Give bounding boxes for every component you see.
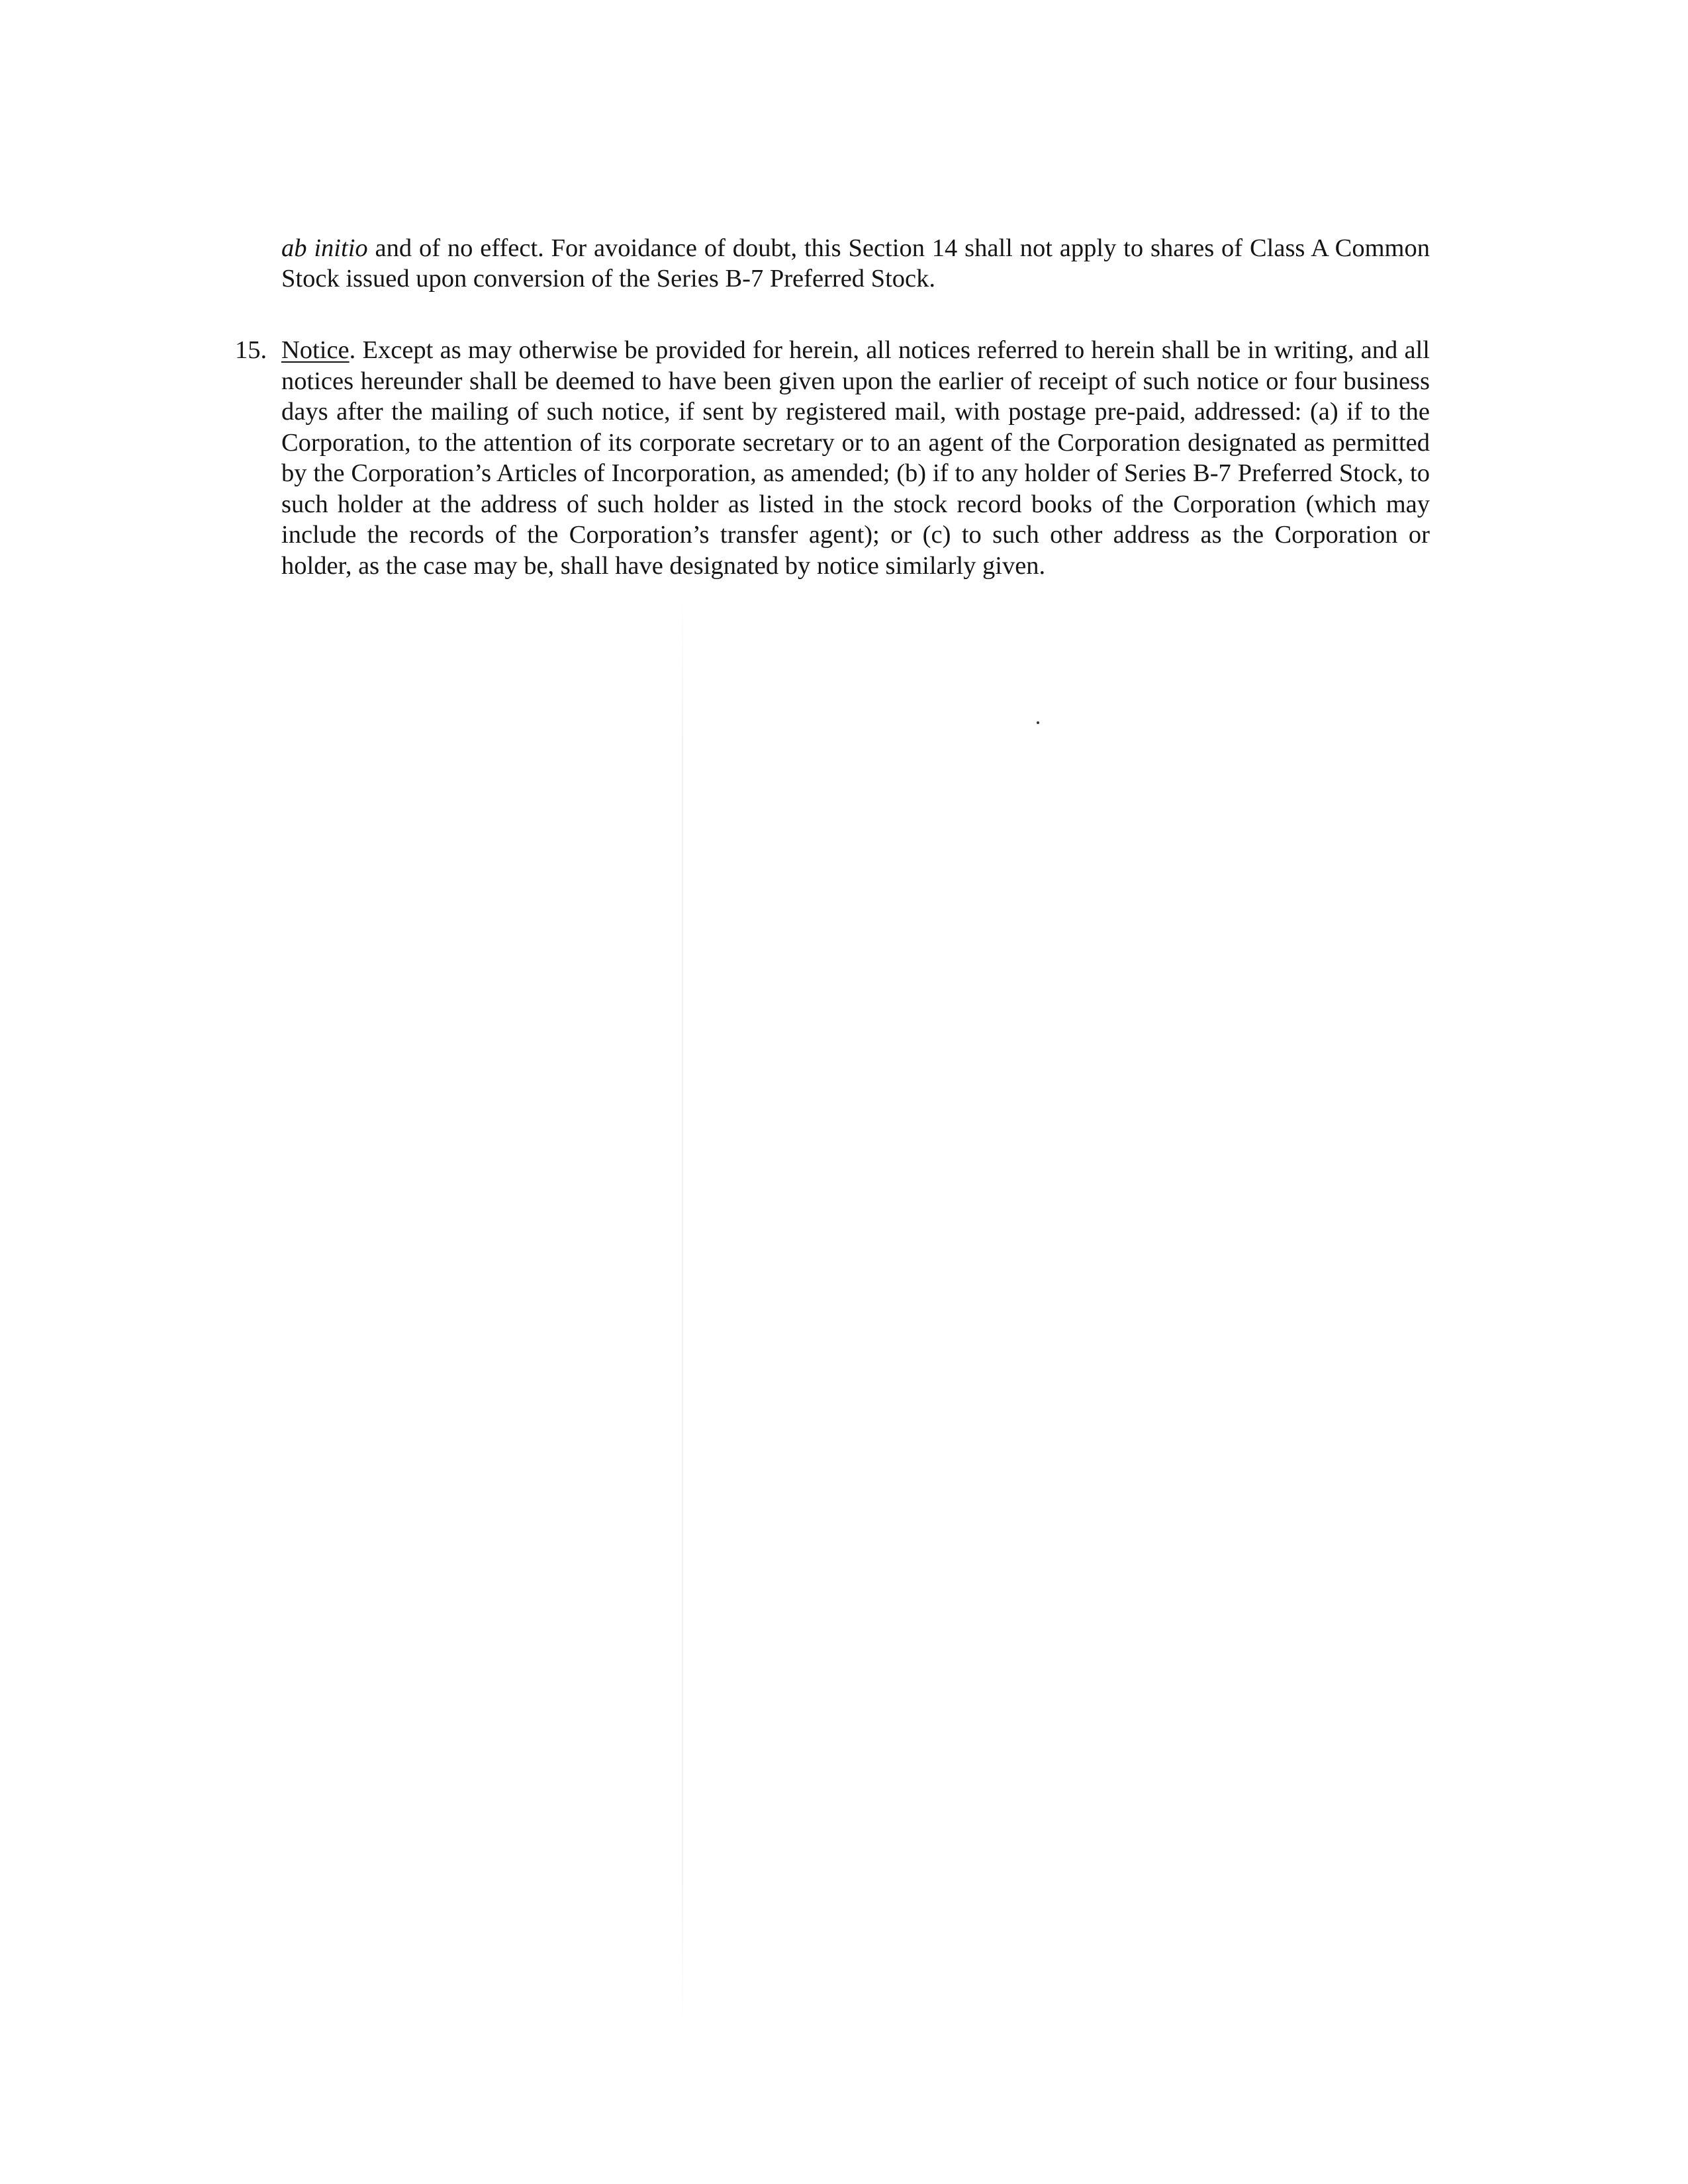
section-15 bbox=[235, 335, 1430, 581]
section-14-continuation bbox=[281, 233, 1430, 294]
heading-punct: . bbox=[349, 336, 356, 364]
continuation-text: and of no effect. For avoidance of doubt, this Section 14 shall not apply to shares of Class A Common Stock issued upon conversion of the Series B-7 Preferred Stock. bbox=[281, 234, 1430, 293]
scan-crease bbox=[682, 596, 683, 2025]
section-15-body bbox=[281, 335, 1430, 581]
scan-speck bbox=[1037, 721, 1039, 724]
italic-lead: ab initio bbox=[281, 234, 368, 262]
section-number: 15. bbox=[235, 336, 267, 364]
section-heading: Notice bbox=[281, 336, 350, 364]
section-body-text: Except as may otherwise be provided for herein, all notices referred to herein shall be in writing, and all notices hereunder shall be deemed to have been given upon the earlier of receipt of such notice or four business days after the mailing of such notice, if sent by registered mail, with postage pre-paid, addressed: (a) if to the Corporation, to the attention of its corporate secretary or to an agent of the Corporation designated as permitted by the Corporation’s Articles of Incorporation, as amended; (b) if to any holder of Series B-7 Preferred Stock, to such holder at the address of such holder as listed in the stock record books of the Corporation (which may include the records of the Corporation’s transfer agent); or (c) to such other address as the Corporation or holder, as the case may be, shall have designated by notice similarly given. bbox=[281, 336, 1430, 580]
